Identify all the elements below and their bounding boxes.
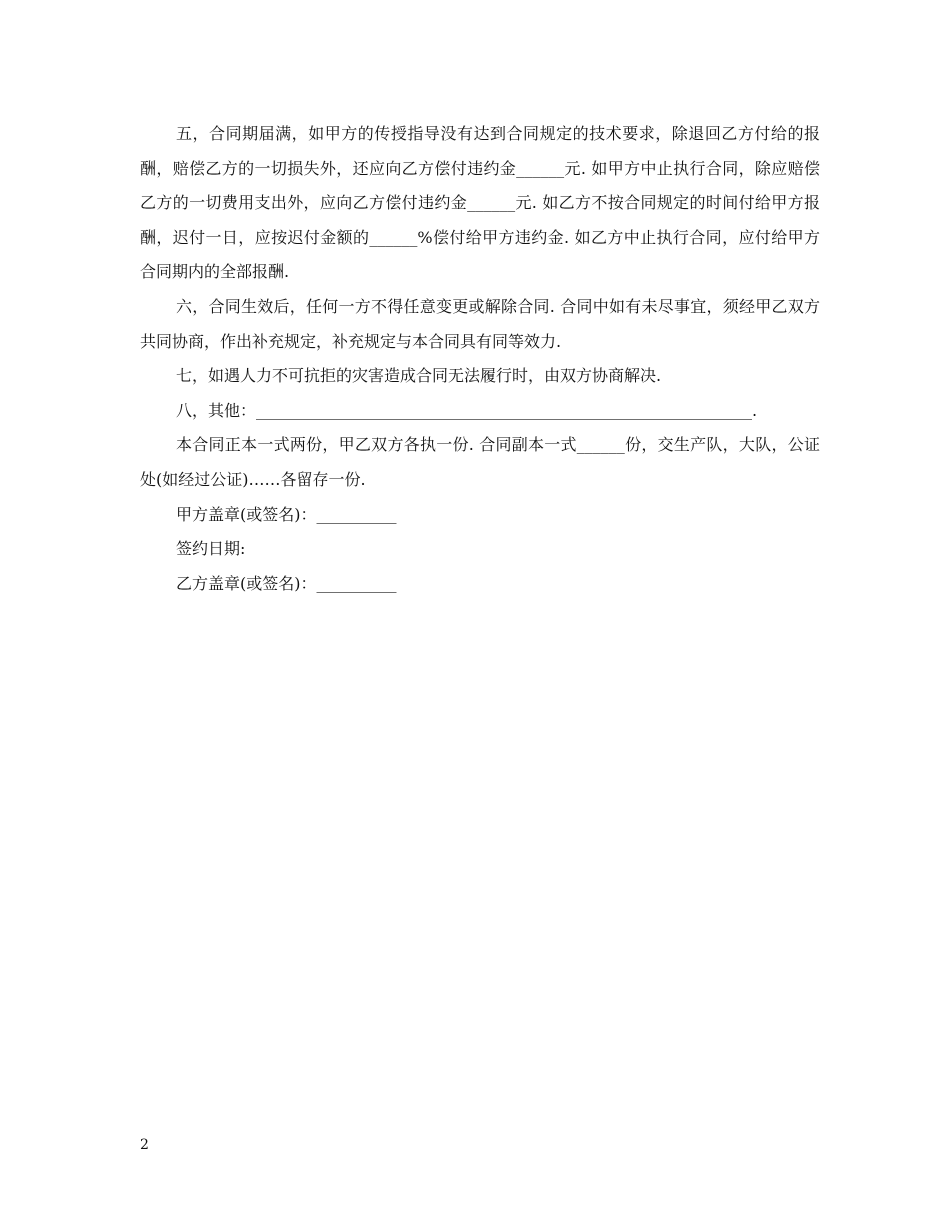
clause-five-paragraph: 五，合同期届满，如甲方的传授指导没有达到合同规定的技术要求，除退回乙方付给的报酬，赔偿乙方的一切损失外，还应向乙方偿付违约金______元. 如甲方中止执行合同，除应赔偿乙方的一切费用支出外，应向乙方偿付违约金______元. 如乙方不按合同规定的时间付给甲方报酬，迟付一日，应按迟付金额的______%偿付给甲方违约金. 如乙方中止执行合同，应付给甲方合同期内的全部报酬.	[140, 124, 820, 282]
clause-seven-paragraph: 七，如遇人力不可抗拒的灾害造成合同无法履行时，由双方协商解决.	[176, 366, 662, 386]
party-a-signature-line: 甲方盖章(或签名)：__________	[176, 504, 397, 524]
copies-paragraph: 本合同正本一式两份，甲乙双方各执一份. 合同副本一式______份，交生产队，大队，公证处(如经过公证)……各留存一份.	[140, 435, 820, 489]
document-body	[140, 117, 820, 601]
signing-date-line: 签约日期:	[176, 539, 246, 559]
clause-six-paragraph: 六，合同生效后，任何一方不得任意变更或解除合同. 合同中如有未尽事宜，须经甲乙双方共同协商，作出补充规定，补充规定与本合同具有同等效力.	[140, 296, 820, 351]
clause-eight-paragraph: 八，其他：______________________________________________________________.	[176, 400, 758, 420]
party-b-signature-line: 乙方盖章(或签名)：__________	[176, 573, 397, 593]
page-number: 2	[140, 1137, 149, 1153]
